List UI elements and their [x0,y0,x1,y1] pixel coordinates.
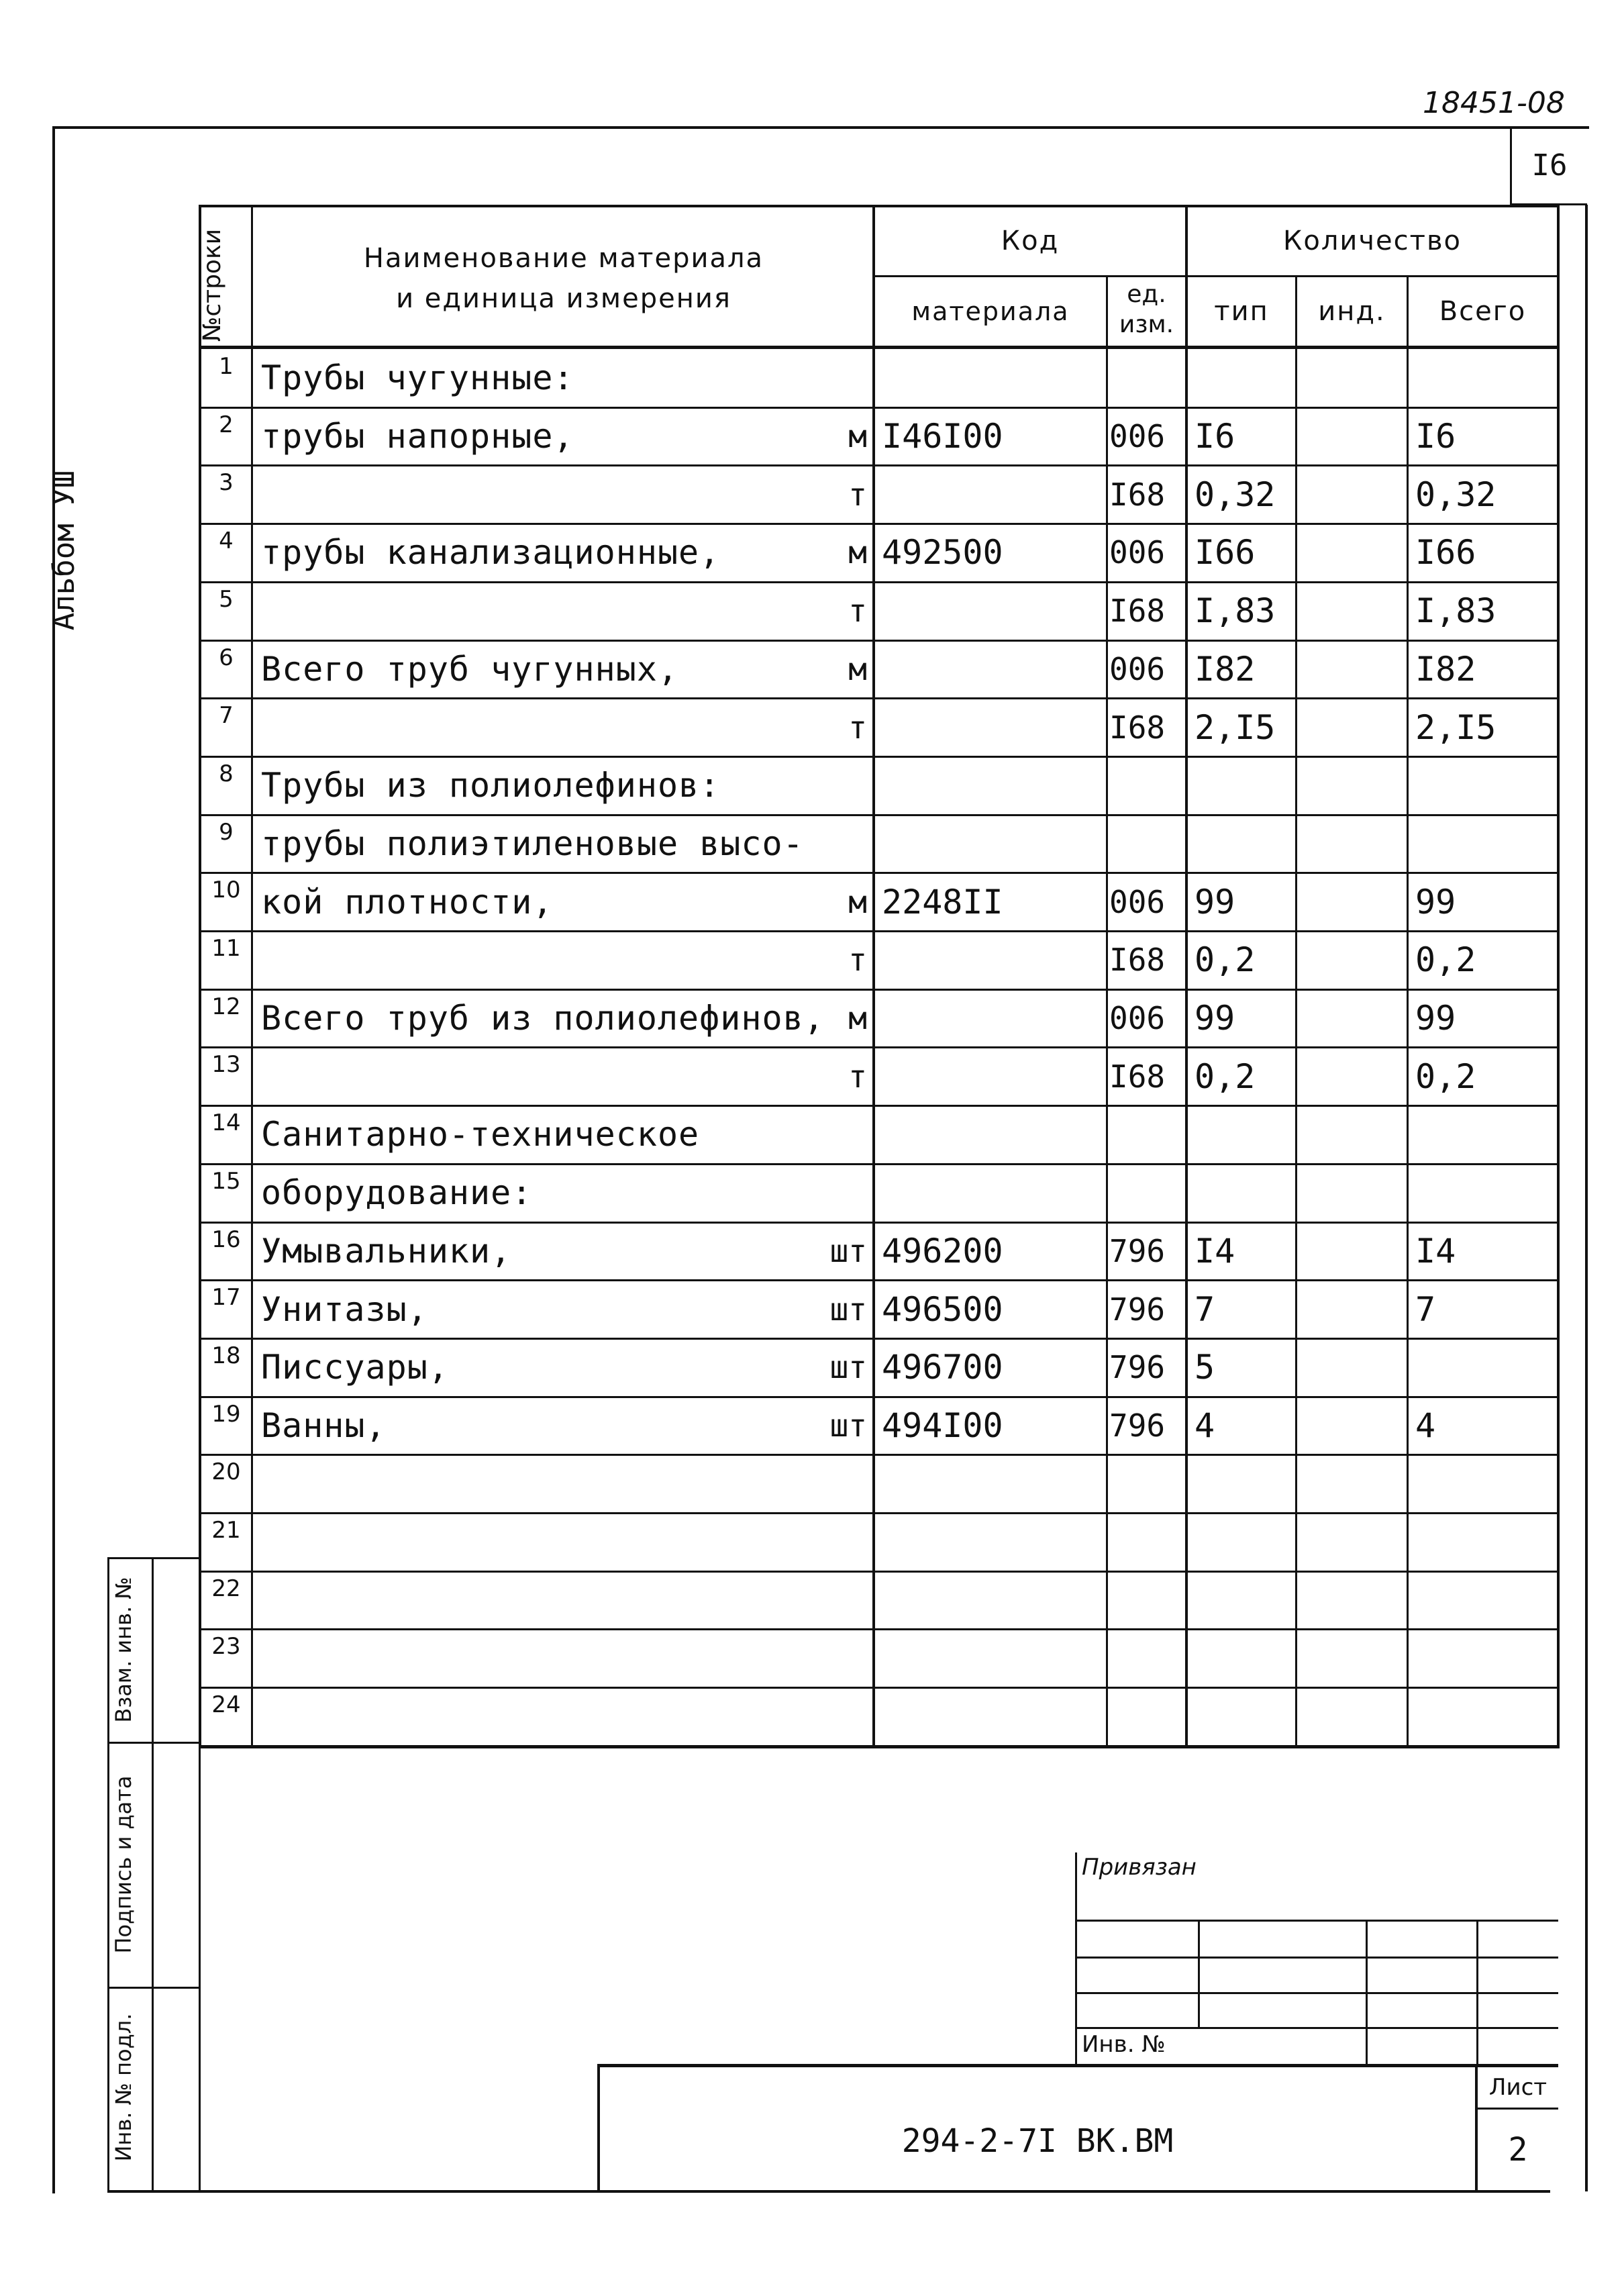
row-unit-code: 796 [1109,1291,1166,1328]
row-unit-code [1108,1629,1185,1687]
row-qty-ind [1297,1571,1407,1630]
row-material-name: Трубы из полиолефинов: [261,766,721,805]
row-unit-code [1108,1513,1185,1571]
row-qty-type [1188,1454,1295,1513]
row-material-code: 496200 [882,1231,1003,1271]
row-unit-code: 796 [1109,1349,1166,1386]
row-material-code [875,815,1106,873]
row-unit-code [1108,349,1185,407]
row-material-code: 496700 [882,1348,1003,1387]
inv-no-label: Инв. № [1082,2031,1166,2058]
row-material-name [253,1571,830,1630]
row-qty-total: I82 [1415,649,1476,689]
row-number: 15 [211,1167,241,1195]
row-material-code [875,1164,1106,1222]
privyazan-label: Привязан [1082,1854,1197,1881]
row-qty-ind [1297,1397,1407,1455]
row-number: 18 [211,1342,241,1369]
row-qty-type: 0,32 [1195,475,1276,514]
row-qty-type: 4 [1195,1405,1215,1445]
row-qty-type: 5 [1195,1348,1215,1387]
row-unit-code: I68 [1109,709,1166,746]
row-qty-type [1188,349,1295,407]
row-unit: т [848,1058,867,1095]
row-qty-total [1409,1164,1557,1222]
row-qty-total: 0,2 [1415,940,1476,980]
row-qty-ind [1297,1513,1407,1571]
row-material-name: Всего труб чугунных, [261,649,679,689]
row-qty-type [1188,1513,1295,1571]
row-qty-total: 0,2 [1415,1056,1476,1096]
row-material-code [875,698,1106,756]
row-material-name: трубы канализационные, [261,533,721,573]
row-unit-code: I68 [1109,1058,1166,1095]
row-unit [792,1571,872,1630]
row-material-code: 494I00 [882,1405,1003,1445]
podpis-data-label: Подпись и дата [111,1775,136,1954]
row-qty-type: I66 [1195,533,1256,573]
row-material-code [875,1454,1106,1513]
row-qty-total [1409,1629,1557,1687]
row-qty-ind [1297,1105,1407,1164]
row-qty-total: 99 [1415,999,1456,1038]
row-material-code [875,756,1106,815]
row-unit-code [1108,1571,1185,1630]
row-material-name: Писсуары, [261,1348,449,1387]
row-material-code [875,989,1106,1048]
row-unit-code: 006 [1109,534,1166,571]
row-qty-type [1188,1105,1295,1164]
row-unit [792,1454,872,1513]
frame-right [1585,205,1588,2191]
row-number: 1 [219,353,234,380]
row-number: 24 [211,1691,241,1719]
row-unit: шт [829,1349,867,1386]
row-material-name: Умывальники, [261,1231,512,1271]
row-unit: т [848,476,867,513]
row-qty-type [1188,1687,1295,1746]
row-material-name: Трубы чугунные: [261,358,574,398]
row-material-code [875,931,1106,989]
row-unit: м [848,650,867,687]
row-unit-code: I68 [1109,476,1166,513]
album-label: Альбом УШ [47,470,81,631]
row-qty-ind [1297,1454,1407,1513]
row-qty-type: I,83 [1195,591,1276,631]
row-material-code [875,640,1106,699]
row-qty-ind [1297,1629,1407,1687]
row-material-code [875,1105,1106,1164]
row-unit: шт [829,1291,867,1328]
row-qty-ind [1297,931,1407,989]
row-qty-type [1188,1164,1295,1222]
row-qty-total [1409,1687,1557,1746]
frame-top [52,126,1589,129]
row-unit: т [848,593,867,630]
row-number: 10 [211,877,241,904]
row-number: 6 [219,644,234,671]
row-number: 5 [219,585,234,613]
header-name-line1: Наименование материала [363,243,764,274]
row-qty-type: I4 [1195,1231,1235,1271]
row-number: 4 [219,528,234,555]
row-qty-ind [1297,698,1407,756]
header-type: тип [1214,296,1269,327]
row-unit: м [848,534,867,571]
row-unit-code: 796 [1109,1232,1166,1269]
row-unit-code [1108,1105,1185,1164]
row-number: 22 [211,1575,241,1602]
row-unit: м [848,418,867,455]
row-material-name: Всего труб из полиолефинов, [261,999,825,1038]
row-qty-type: 0,2 [1195,940,1256,980]
row-qty-total [1409,756,1557,815]
row-material-code [875,1571,1106,1630]
row-material-code: 496500 [882,1289,1003,1329]
row-qty-total: 4 [1415,1405,1436,1445]
row-qty-total: I6 [1415,417,1456,456]
row-unit-code: 796 [1109,1407,1166,1444]
row-qty-type [1188,1571,1295,1630]
row-material-code [875,349,1106,407]
row-material-name [253,1454,830,1513]
header-unit-line2: изм. [1119,310,1174,338]
row-number: 3 [219,469,234,497]
row-number: 12 [211,993,241,1020]
row-number: 11 [211,935,241,962]
row-qty-total: 7 [1415,1289,1436,1329]
row-material-name [253,1687,830,1746]
row-material-name: Ванны, [261,1405,387,1445]
row-qty-total: 0,32 [1415,475,1496,514]
row-qty-ind [1297,349,1407,407]
row-qty-type: 7 [1195,1289,1215,1329]
row-unit [792,815,872,873]
header-name-line2: и единица измерения [396,283,731,314]
row-qty-type [1188,756,1295,815]
frame-bottom [107,2190,1550,2193]
row-material-code [875,1047,1106,1105]
row-material-code: 2248II [882,882,1003,922]
row-number: 2 [219,411,234,438]
row-number: 16 [211,1226,241,1253]
row-unit [792,349,872,407]
header-row-number: №строки [199,228,226,342]
row-qty-type [1188,1629,1295,1687]
row-qty-ind [1297,407,1407,466]
row-qty-ind [1297,465,1407,524]
row-qty-type: 99 [1195,882,1235,922]
row-qty-total: I66 [1415,533,1476,573]
row-unit-code: I68 [1109,942,1166,979]
row-material-code: 492500 [882,533,1003,573]
row-qty-total: 99 [1415,882,1456,922]
row-qty-total [1409,349,1557,407]
row-number: 14 [211,1109,241,1137]
row-qty-ind [1297,1687,1407,1746]
row-material-name: трубы напорные, [261,417,574,456]
row-qty-ind [1297,989,1407,1048]
row-number: 20 [211,1458,241,1486]
header-quantity: Количество [1282,226,1462,256]
row-material-name: трубы полиэтиленовые высо- [261,824,804,863]
row-unit: т [848,709,867,746]
row-number: 17 [211,1284,241,1312]
row-material-name [253,1047,830,1105]
row-qty-ind [1297,640,1407,699]
row-unit [792,1687,872,1746]
row-material-name: оборудование: [261,1173,533,1213]
row-material-name [253,1513,830,1571]
row-unit-code: 006 [1109,650,1166,687]
row-number: 21 [211,1517,241,1544]
document-code: 294-2-7I ВК.ВМ [901,2122,1174,2160]
row-qty-type: 99 [1195,999,1235,1038]
row-unit-code [1108,1164,1185,1222]
row-number: 8 [219,760,234,787]
row-qty-ind [1297,756,1407,815]
archive-number: 18451-08 [1423,86,1565,120]
row-unit-code: 006 [1109,418,1166,455]
row-unit: м [848,883,867,920]
header-unit-line1: ед. [1127,280,1166,308]
row-material-code [875,465,1106,524]
row-number: 23 [211,1633,241,1661]
row-material-name [253,1629,830,1687]
row-material-code: I46I00 [882,417,1003,456]
header-total: Всего [1439,296,1527,327]
row-qty-ind [1297,1222,1407,1281]
header-material: материала [911,297,1070,326]
row-qty-ind [1297,873,1407,931]
row-qty-total [1409,1105,1557,1164]
row-qty-total [1409,1454,1557,1513]
sheet-corner-number: I6 [1531,148,1568,183]
sheet-number: 2 [1508,2131,1528,2169]
row-qty-type: I82 [1195,649,1256,689]
row-unit-code: 006 [1109,1000,1166,1037]
header-code: Код [1001,226,1060,256]
row-unit-code [1108,815,1185,873]
row-unit: шт [829,1232,867,1269]
row-qty-ind [1297,1280,1407,1338]
row-unit: м [848,1000,867,1037]
row-qty-type: 0,2 [1195,1056,1256,1096]
row-material-name [253,582,830,640]
row-material-name [253,931,830,989]
row-unit-code [1108,756,1185,815]
row-unit: шт [829,1407,867,1444]
row-qty-total [1409,1571,1557,1630]
row-unit [792,1105,872,1164]
row-unit [792,1164,872,1222]
row-material-code [875,1629,1106,1687]
row-number: 19 [211,1400,241,1428]
row-number: 9 [219,818,234,846]
row-qty-ind [1297,815,1407,873]
row-material-name [253,698,830,756]
row-qty-type: I6 [1195,417,1235,456]
header-ind: инд. [1318,296,1386,327]
vzam-inv-label: Взам. инв. № [111,1577,136,1723]
row-qty-ind [1297,1338,1407,1397]
row-material-code [875,1513,1106,1571]
sheet-label: Лист [1488,2074,1547,2101]
row-material-name: Унитазы, [261,1289,428,1329]
row-material-name: Санитарно-техническое [261,1115,700,1154]
row-unit [792,1629,872,1687]
row-unit [792,756,872,815]
row-unit-code [1108,1687,1185,1746]
row-unit [792,1513,872,1571]
row-qty-type: 2,I5 [1195,707,1276,747]
inv-podl-label: Инв. № подл. [111,2013,136,2162]
row-number: 7 [219,702,234,730]
row-qty-ind [1297,1164,1407,1222]
row-material-code [875,1687,1106,1746]
row-qty-total [1409,1338,1557,1397]
row-qty-ind [1297,524,1407,582]
row-material-code [875,582,1106,640]
row-qty-total: I4 [1415,1231,1456,1271]
row-qty-total [1409,815,1557,873]
row-unit: т [848,942,867,979]
row-unit-code: 006 [1109,883,1166,920]
row-number: 13 [211,1051,241,1079]
row-qty-ind [1297,1047,1407,1105]
row-material-name: кой плотности, [261,882,554,922]
row-unit-code [1108,1454,1185,1513]
row-material-name [253,465,830,524]
row-qty-total [1409,1513,1557,1571]
row-qty-type [1188,815,1295,873]
row-qty-total: I,83 [1415,591,1496,631]
row-qty-ind [1297,582,1407,640]
frame-left-outer [52,126,55,2193]
row-qty-total: 2,I5 [1415,707,1496,747]
row-unit-code: I68 [1109,593,1166,630]
